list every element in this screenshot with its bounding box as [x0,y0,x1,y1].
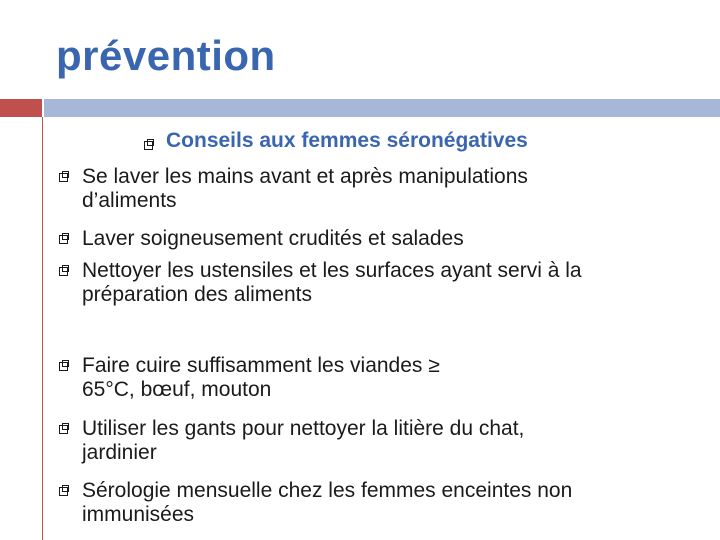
list-item-1: Se laver les mains avant et après manipulations d’aliments [82,165,528,212]
bullet-icon [59,487,68,496]
bullet-icon [59,235,68,244]
left-rule [42,117,43,540]
bullet-icon [59,267,68,276]
accent-bar-red [0,99,42,117]
slide-title: prévention [56,32,276,79]
accent-bar-blue [44,99,720,117]
bullet-icon [144,141,153,150]
list-item-5: Utiliser les gants pour nettoyer la litière du chat, jardinier [82,417,525,464]
bullet-icon [59,362,68,371]
bullet-icon [59,425,68,434]
list-item-6: Sérologie mensuelle chez les femmes enceintes non immunisées [82,479,573,526]
list-item-2: Laver soigneusement crudités et salades [82,227,464,250]
bullet-icon [59,173,68,182]
list-item-3: Nettoyer les ustensiles et les surfaces ayant servi à la préparation des aliments [82,259,582,306]
section-heading: Conseils aux femmes séronégatives [166,129,528,152]
list-item-4: Faire cuire suffisamment les viandes ≥ 65°C, bœuf, mouton [82,354,440,401]
